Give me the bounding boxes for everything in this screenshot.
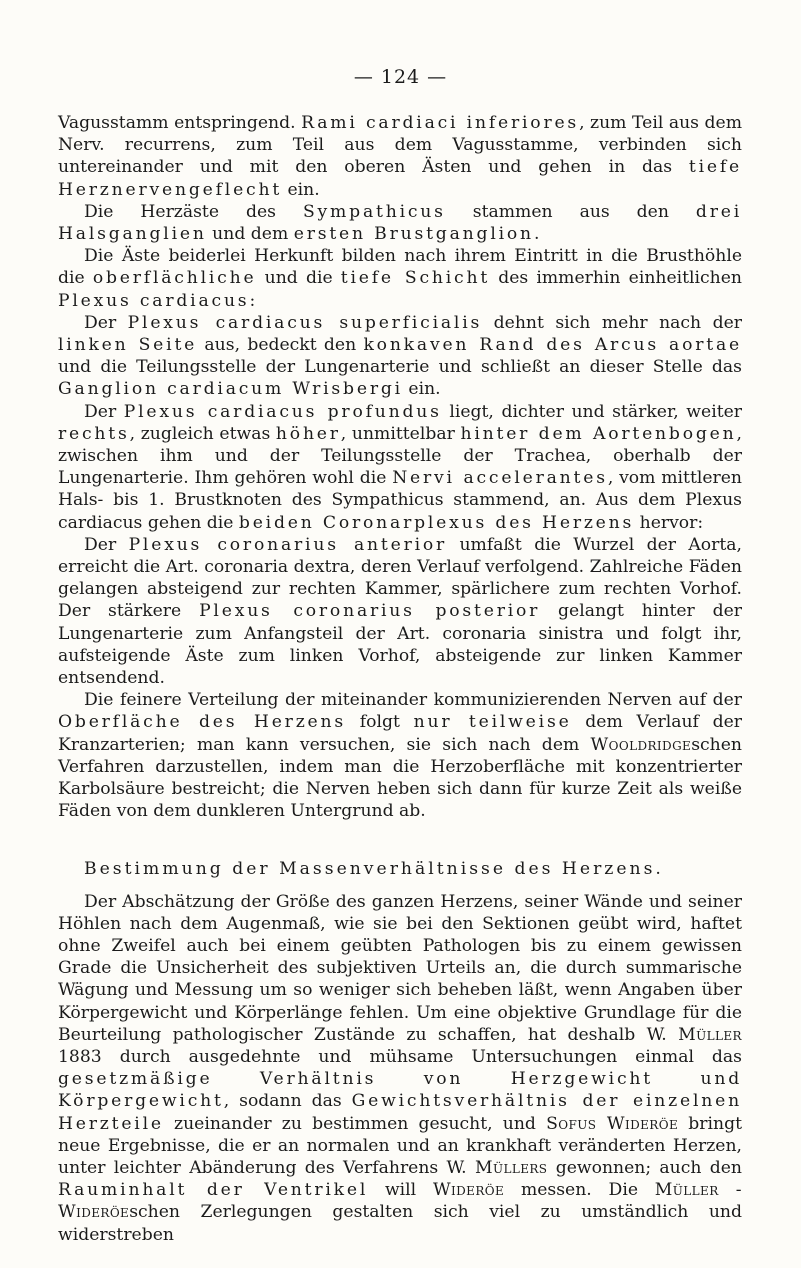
paragraph-8: Der Abschätzung der Größe des ganzen Herzens, seiner Wände und seiner Höhlen nach dem Augenmaß, wie sie bei den Sektionen geübt wird, haftet ohne Zweifel auch bei einem geübten Pathologen bis zu einem gewissen Grade die Unsicherheit des subjektiven Urteils an, die durch summarische Wägung und Messung um so weniger sich beheben läßt, wenn Angaben über Körpergewicht und Körperlänge fehlen. Um eine objektive Grundlage für die Beurteilung pathologischer Zustände zu schaffen, hat deshalb W. Müller 1883 durch ausgedehnte und mühsame Untersuchungen einmal das gesetzmäßige Verhältnis von Herzgewicht und Körpergewicht, sodann das Gewichtsverhältnis der einzelnen Herzteile zueinander zu bestimmen gesucht, und Sofus Wideröe bringt neue Ergebnisse, die er an normalen und an krankhaft veränderten Herzen, unter leichter Abänderung des Verfahrens W. Müllers gewonnen; auch den Rauminhalt der Ventrikel will Wideröe messen. Die Müller - Wideröeschen Zerlegungen gestalten sich viel zu umständlich und widerstreben xyxy=(58,891,743,1245)
body-text xyxy=(58,112,742,1246)
paragraph-2: Die Herzäste des Sympathicus stammen aus den drei Halsganglien und dem ersten Brustganglion. xyxy=(58,201,742,245)
page-number: — 124 — xyxy=(353,66,448,88)
paragraph-6: Der Plexus coronarius anterior umfaßt die Wurzel der Aorta, erreicht die Art. coronaria dextra, deren Verlauf verfolgend. Zahlreiche Fäden gelangen absteigend zur rechten Kammer, spärlichere zum rechten Vorhof. Der stärkere Plexus coronarius posterior gelangt hinter der Lungenarterie zum Anfangsteil der Art. coronaria sinistra und folgt ihr, aufsteigende Äste zum linken Vorhof, absteigende zur linken Kammer entsendend. xyxy=(58,534,742,689)
paragraph-1: Vagusstamm entspringend. Rami cardiaci inferiores, zum Teil aus dem Nerv. recurrens, zum Teil aus dem Vagusstamme, verbinden sich untereinander und mit den oberen Ästen und gehen in das tiefe Herznervengeflecht ein. xyxy=(58,113,742,200)
paragraph-4: Der Plexus cardiacus superficialis dehnt sich mehr nach der linken Seite aus, bedeckt den konkaven Rand des Arcus aortae und die Teilungsstelle der Lungenarterie und schließt an dieser Stelle das Ganglion cardiacum Wrisbergi ein. xyxy=(58,312,742,400)
paragraph-3: Die Äste beiderlei Herkunft bilden nach ihrem Eintritt in die Brusthöhle die oberflächliche und die tiefe Schicht des immerhin einheitlichen Plexus cardiacus: xyxy=(58,246,742,311)
paragraph-5: Der Plexus cardiacus profundus liegt, dichter und stärker, weiter rechts, zugleich etwas höher, unmittelbar hinter dem Aortenbogen, zwischen ihm und der Teilungsstelle der Trachea, oberhalb der Lungenarterie. Ihm gehören wohl die Nervi accelerantes, vom mittleren Hals- bis 1. Brustknoten des Sympathicus stammend, an. Aus dem Plexus cardiacus gehen die beiden Coronarplexus des Herzens hervor: xyxy=(58,401,742,533)
paragraph-7: Die feinere Verteilung der miteinander kommunizierenden Nerven auf der Oberfläche des Herzens folgt nur teilweise dem Verlauf der Kranzarterien; man kann versuchen, sie sich nach dem Wooldridgeschen Verfahren darzustellen, indem man die Herzoberfläche mit konzentrierter Karbolsäure bestreicht; die Nerven heben sich dann für kurze Zeit als weiße Fäden von dem dunkleren Untergrund ab. xyxy=(58,690,743,822)
section-heading: Bestimmung der Massenverhältnisse des Herzens. xyxy=(84,858,664,879)
